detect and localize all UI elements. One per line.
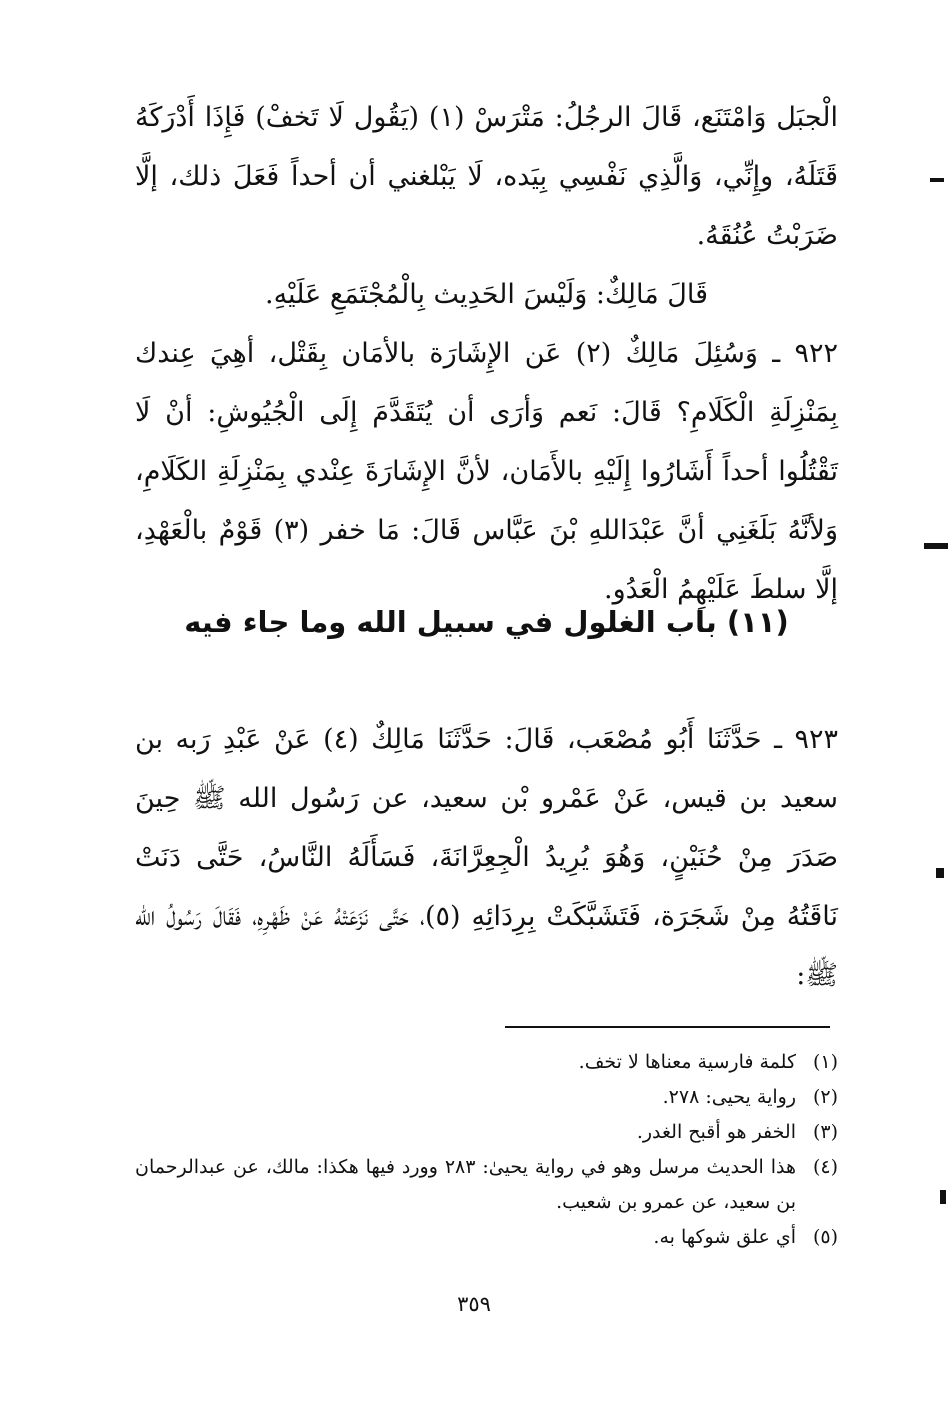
paragraph-hadith-923: ٩٢٣ ـ حَدَّثَنَا أَبُو مُصْعَب، قَالَ: حَدَّثَنَا مَالِكٌ (٤) عَنْ عَبْدِ رَبه بن سعيد بن قيس، عَنْ عَمْرو بْن سعيد، عن رَسُول الله ﷺ حِينَ صَدَرَ مِنْ حُنَيْنٍ، وَهُوَ يُرِيدُ الْجِعِرَّانَةَ، فَسَأَلَهُ النَّاسُ، حَتَّى دَنَتْ نَاقَتُهُ مِنْ شَجَرَة، فَتَشَبَّكَتْ بِرِدَائِهِ (٥)، حَتَّى نَزَعَتْهُ عَنْ ظَهْرِهِ، فَقَالَ رَسُولُ الله ﷺ: (135, 724, 838, 991)
footnote-text: رواية يحيى: ٢٧٨. (662, 1086, 796, 1108)
footnote-5 (135, 1220, 838, 1255)
paragraph-2: قَالَ مَالِكٌ: وَلَيْسَ الحَدِيث بِالْمُجْتَمَعِ عَلَيْهِ. (264, 279, 708, 310)
page-number: ٣٥٩ (457, 1292, 491, 1316)
main-text-top (135, 88, 838, 619)
footnote-number: (٢) (812, 1086, 838, 1108)
main-text-bottom (135, 710, 838, 1005)
scan-edge-mark (936, 868, 944, 878)
chapter-heading: (١١) باب الغلول في سبيل الله وما جاء فيه (184, 605, 789, 639)
footnote-text: الخفر هو أقبح الغدر. (636, 1121, 796, 1143)
footnote-text: هذا الحديث مرسل وهو في رواية يحيىٰ: ٢٨٣ وورد فيها هكذا: مالك، عن عبدالرحمان بن سعيد، عن عمرو بن شعيب. (135, 1156, 796, 1213)
footnote-3 (135, 1115, 838, 1150)
paragraph-1: الْجبَل وَامْتَنَع، قَالَ الرجُلُ: مَتْرَسْ (١) (يَقُول لَا تَخفْ) فَإِذَا أَدْرَكَهُ قَتَلَهُ، وإِنِّي، وَالَّذِي نَفْسِي بِيَده، لَا يَبْلغني أن أحداً فَعَلَ ذلك، إلَّا ضَرَبْتُ عُنُقَهُ. (135, 102, 838, 251)
footnote-number: (٥) (812, 1226, 838, 1248)
footnote-text: أي علق شوكها به. (653, 1226, 796, 1248)
footnote-divider (505, 1026, 830, 1028)
footnote-number: (٤) (812, 1156, 838, 1178)
paragraph-hadith-922: ٩٢٢ ـ وَسُئِلَ مَالِكٌ (٢) عَن الإِشَارَة بالأمَان بِقَتْل، أهِيَ عِندك بِمَنْزِلَةِ الْكَلَامِ؟ قَالَ: نَعم وَأرَى أن يُتَقَدَّمَ إِلَى الْجُيُوشِ: أنْ لَا تَقْتُلُوا أحداً أَشَارُوا إِلَيْهِ بالأَمَان، لأنَّ الإِشَارَةَ عِنْدي بِمَنْزِلَةِ الكَلَامِ، وَلأنَّهُ بَلَغَنِي أنَّ عَبْدَاللهِ بْنَ عَبَّاس قَالَ: مَا خفر (٣) قَوْمٌ بالْعَهْدِ، إلَّا سلطَ عَلَيْهِمُ الْعَدُو. (135, 338, 838, 605)
scan-edge-mark (930, 178, 944, 182)
footnote-1 (135, 1045, 838, 1080)
footnote-4 (135, 1150, 838, 1220)
footnote-number: (١) (812, 1051, 838, 1073)
scan-edge-mark (940, 1190, 946, 1204)
footnote-text: كلمة فارسية معناها لا تخف. (578, 1051, 796, 1073)
footnote-2 (135, 1080, 838, 1115)
footnotes (135, 1045, 838, 1255)
scan-edge-mark (924, 543, 948, 549)
footnote-number: (٣) (812, 1121, 838, 1143)
